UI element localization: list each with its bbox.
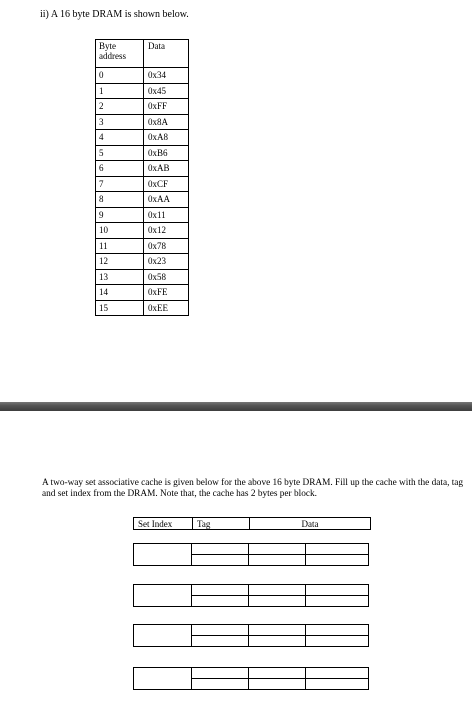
cache-way-row	[134, 544, 369, 555]
byte-address-cell: 14	[96, 285, 144, 301]
set-index-header: Set Index	[134, 518, 193, 530]
byte-address-cell: 1	[96, 83, 144, 99]
byte-address-cell: 2	[96, 99, 144, 115]
set-index-cell[interactable]	[134, 544, 192, 566]
data-byte-cell[interactable]	[306, 555, 369, 566]
data-byte-cell[interactable]	[249, 596, 306, 607]
data-byte-cell[interactable]	[249, 544, 306, 555]
cache-set-block	[133, 584, 369, 607]
data-cell: 0xEE	[144, 300, 189, 316]
byte-address-cell: 11	[96, 238, 144, 254]
dram-table	[95, 39, 189, 316]
dram-row	[96, 176, 189, 192]
dram-row	[96, 145, 189, 161]
dram-row	[96, 223, 189, 239]
data-byte-cell[interactable]	[306, 585, 369, 596]
dram-row	[96, 238, 189, 254]
data-cell: 0xB6	[144, 145, 189, 161]
data-byte-cell[interactable]	[249, 625, 306, 636]
set-index-cell[interactable]	[134, 625, 192, 647]
dram-row	[96, 114, 189, 130]
page-divider	[0, 402, 472, 411]
byte-address-cell: 0	[96, 68, 144, 84]
cache-description: A two-way set associative cache is given below for the above 16 byte DRAM. Fill up the cache with the data, tag and set index from the DRAM. Note that, the cache has 2 bytes per block.	[42, 478, 464, 499]
data-cell: 0xCF	[144, 176, 189, 192]
data-byte-cell[interactable]	[306, 625, 369, 636]
data-byte-cell[interactable]	[306, 544, 369, 555]
data-cell: 0xAA	[144, 192, 189, 208]
data-cell: 0x23	[144, 254, 189, 270]
data-cell: 0x11	[144, 207, 189, 223]
data-cell: 0x34	[144, 68, 189, 84]
dram-row	[96, 68, 189, 84]
byte-address-cell: 5	[96, 145, 144, 161]
cache-header-table	[133, 517, 371, 530]
tag-cell[interactable]	[192, 596, 249, 607]
tag-cell[interactable]	[192, 544, 249, 555]
dram-row	[96, 300, 189, 316]
dram-row	[96, 83, 189, 99]
cache-set-block	[133, 667, 369, 690]
dram-row	[96, 285, 189, 301]
tag-cell[interactable]	[192, 679, 249, 690]
tag-cell[interactable]	[192, 668, 249, 679]
data-byte-cell[interactable]	[249, 668, 306, 679]
data-cell: 0x8A	[144, 114, 189, 130]
tag-cell[interactable]	[192, 585, 249, 596]
data-byte-cell[interactable]	[306, 596, 369, 607]
data-cell: 0xFE	[144, 285, 189, 301]
set-index-cell[interactable]	[134, 668, 192, 690]
dram-row	[96, 269, 189, 285]
data-cell: 0x45	[144, 83, 189, 99]
byte-address-header: Byte address	[96, 40, 144, 68]
data-cell: 0xFF	[144, 99, 189, 115]
tag-cell[interactable]	[192, 636, 249, 647]
byte-address-cell: 7	[96, 176, 144, 192]
dram-row	[96, 99, 189, 115]
cache-way-row	[134, 625, 369, 636]
data-col-header: Data	[250, 518, 371, 530]
question-title: ii) A 16 byte DRAM is shown below.	[40, 9, 189, 20]
data-header: Data	[144, 40, 189, 68]
dram-row	[96, 130, 189, 146]
data-byte-cell[interactable]	[306, 679, 369, 690]
data-byte-cell[interactable]	[306, 636, 369, 647]
cache-way-row	[134, 668, 369, 679]
data-byte-cell[interactable]	[249, 636, 306, 647]
dram-row	[96, 192, 189, 208]
set-index-cell[interactable]	[134, 585, 192, 607]
tag-cell[interactable]	[192, 625, 249, 636]
dram-row	[96, 254, 189, 270]
data-cell: 0x58	[144, 269, 189, 285]
tag-cell[interactable]	[192, 555, 249, 566]
data-cell: 0xAB	[144, 161, 189, 177]
data-byte-cell[interactable]	[249, 555, 306, 566]
cache-set-block	[133, 624, 369, 647]
cache-way-row	[134, 585, 369, 596]
cache-set-block	[133, 543, 369, 566]
data-byte-cell[interactable]	[249, 585, 306, 596]
byte-address-cell: 6	[96, 161, 144, 177]
data-cell: 0x12	[144, 223, 189, 239]
byte-address-cell: 4	[96, 130, 144, 146]
cache-header-row	[134, 518, 371, 530]
data-byte-cell[interactable]	[306, 668, 369, 679]
data-cell: 0xA8	[144, 130, 189, 146]
byte-address-cell: 8	[96, 192, 144, 208]
byte-address-cell: 3	[96, 114, 144, 130]
dram-row	[96, 207, 189, 223]
byte-address-cell: 15	[96, 300, 144, 316]
data-cell: 0x78	[144, 238, 189, 254]
byte-address-cell: 13	[96, 269, 144, 285]
dram-header-row	[96, 40, 189, 68]
dram-row	[96, 161, 189, 177]
byte-address-cell: 9	[96, 207, 144, 223]
tag-header: Tag	[193, 518, 250, 530]
data-byte-cell[interactable]	[249, 679, 306, 690]
byte-address-cell: 12	[96, 254, 144, 270]
byte-address-cell: 10	[96, 223, 144, 239]
